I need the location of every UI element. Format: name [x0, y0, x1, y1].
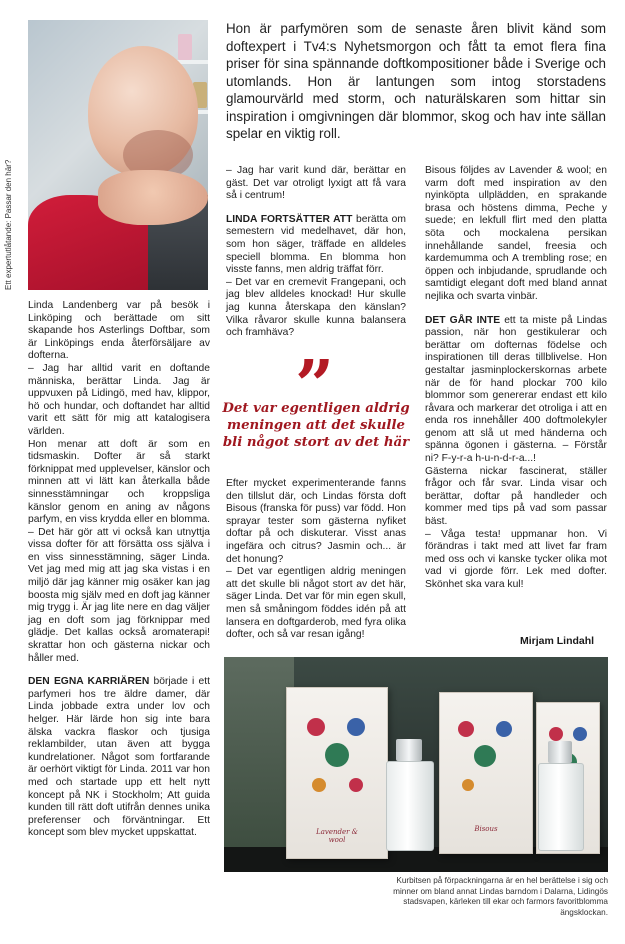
paragraph-lead: LINDA FORTSÄTTER ATT — [226, 213, 353, 225]
column-3 — [425, 165, 607, 592]
paragraph: – Det var en cremevit Frangepani, och jag blev alldeles knockad! Hur skulle jag kunna återskapa den känslan? Vilka råvaror skulle kunna balansera och framhäva? — [226, 276, 406, 339]
paragraph-text: började i ett parfymeri hos tre äldre damer, där Linda jobbade extra under lov och helger. Här lärde hon sig inte bara älska vackra flaskor och tjusiga reklambilder, utan även att bygga kundrelationer. Något som fortfarande är oerhört viktigt för Linda. 2011 var hon med och startade upp ett helt nytt koncept på NK i Stockholm; Att guida kunden till rätt doft utifrån dennes unika preferenser och förväntningar. Ett koncept som blev mycket uppskattat. — [28, 676, 210, 839]
paragraph-lead: DET GÅR INTE — [425, 314, 501, 326]
paragraph: Efter mycket experimenterande fanns den tillslut där, och Lindas första doft Bisous (franska för puss) var född. Hon sprayar tester som gästerna nyfiket doftar på och diskuterar. Visst anas ingefära och citrus? Jasmin och... är det honung? — [226, 478, 406, 565]
box-label: Bisous — [474, 825, 498, 833]
flower-motif-icon — [307, 718, 325, 736]
paragraph-text: berätta om semestern vid medelhavet, där hon, som hon säger, träffade en alldeles speciell blomma. En blomma hon visste fanns, men aldrig träffat förr. — [226, 213, 406, 276]
flower-motif-icon — [312, 778, 326, 792]
flower-motif-icon — [458, 721, 474, 737]
paragraph: Gästerna nickar fascinerat, ställer frågor och får svar. Linda visar och berättar, doftar på handleder och kommer med tips på vad som passar bäst. — [425, 465, 607, 528]
box-label: Lavender & wool — [316, 828, 358, 844]
paragraph-lead: DEN EGNA KARRIÄREN — [28, 676, 150, 688]
paragraph: Bisous följdes av Lavender & wool; en varm doft med inspiration av den nyinköpta ullplädden, en sprakande brasa och höstens dimma, Peche y suede; en lekfull flirt med den platta söta och mockalena persikan innehållande sandel, freesia och kardemumma och A trembling rose; en öppen och inbjudande, sprudlande och samtidigt elegant doft med bland annat nejlika och svarta vinbär. — [425, 165, 607, 302]
intro-paragraph: Hon är parfymören som de senaste åren blivit känd som doftexpert i Tv4:s Nyhetsmorgon och fått ta emot flera fina priser för sina spännande doftkompositioner både i Sverige och utomlands. Hon är lantungen som intog storstadens glamourvärld med storm, och naturälskaren som hittar sin inspiration i omgivningen där blommor, skog och hav inte sällan spelar en viktig roll. — [226, 21, 606, 141]
paragraph: – Jag har varit kund där, berättar en gäst. Det var otroligt lyxigt att få vara så i centrum! — [226, 165, 406, 202]
flower-motif-icon — [347, 718, 365, 736]
flower-motif-icon — [462, 779, 474, 791]
paragraph — [425, 315, 607, 466]
photo-bottom-caption: Kurbitsen på förpackningarna är en hel berättelse i sig och minner om bland annat Lindas barndom i Dalarna, Lidingös stadsvapen, kärleken till ekar och farmors favoritblomma ängsklockan. — [393, 876, 608, 917]
flower-motif-icon — [325, 743, 349, 767]
hand — [98, 170, 208, 225]
paragraph: – Det var egentligen aldrig meningen att det skulle bli något stort av det här, säger Linda. Det var för min egen skull, men så småningom föddes idén på att lansera en doftgarderob, med fyra olika dofter, och så var resan igång! — [226, 566, 406, 641]
flower-motif-icon — [496, 721, 512, 737]
photo-top-caption: Ett expertutlåtande: Passar den här? — [4, 159, 13, 290]
bottle-cap — [548, 741, 572, 763]
flower-motif-icon — [573, 727, 587, 741]
perfume-bottle — [386, 761, 434, 851]
paragraph: – Jag har alltid varit en doftande människa, berättar Linda. Jag är uppvuxen på Lidingö, med hav, klippor, hö och hundar, och doftandet har alltid varit ett sätt för mig att katalogisera världen. — [28, 362, 210, 437]
column-2-lower — [226, 478, 406, 642]
portrait-photo — [28, 20, 208, 290]
perfume-box — [286, 687, 388, 859]
column-2 — [226, 165, 406, 340]
author-signature: Mirjam Lindahl — [520, 635, 595, 647]
column-1 — [28, 300, 210, 840]
quote-mark-icon: ” — [295, 346, 331, 426]
paragraph-text: ett ta miste på Lindas passion, när hon gestikulerar och berättar om dofternas födelse och inspirationen till deras tillblivelse. Hon gestaltar jasminplockerskornas arbete när de för hand plockar 700 kilo blommor som genererar endast ett kilo råvara och markerar det otroliga i att en enda ros innehåller 400 doftmolekyler genom att slå ut med händerna och spänna ögonen i gästerna. – Förstår ni? F-y-r-a h-u-n-d-r-a...! — [425, 314, 607, 465]
paragraph: Linda Landenberg var på besök i Linköping och berättade om sitt skapande hos Asterlings Doftbar, som är Linköpings enda återförsäljare av dofterna. — [28, 300, 210, 362]
paragraph: Hon menar att doft är som en tidsmaskin. Dofter är så starkt förknippat med upplevelser, känslor och minnen att vi lätt kan återkalla både sinnesstämningar och kroppsliga känslor genom en aning av någons parfym, en viss krydda eller en blomma. — [28, 438, 210, 526]
flower-motif-icon — [549, 727, 563, 741]
paragraph: – Det här gör att vi också kan utnyttja vissa dofter för att försätta oss själva i en viss sinnesstämning, säger Linda. Vet jag med mig att jag ska vistas i en miljö där jag känner mig osäker kan jag boosta mig själv med en doft jag känner mig trygg i. Är jag lite nere en dag väljer jag en doft som jag förknippar med glädje. Det kallas också aromaterapi! skrattar hon och gästerna nickar och håller med. — [28, 526, 211, 664]
pull-quote: Det var egentligen aldrig meningen att det skulle bli något stort av det här — [222, 401, 410, 450]
perfume-bottle — [538, 763, 584, 851]
bottle-cap — [396, 739, 422, 761]
paragraph: – Våga testa! uppmanar hon. Vi förändras i takt med att livet far fram med oss och vi kanske tycker olika mot vad vi gjorde förr. Lek med dofter. Skönhet ska vara kul! — [425, 528, 607, 590]
paragraph — [226, 214, 406, 277]
perfume-bottle — [178, 34, 192, 60]
paragraph — [28, 676, 210, 840]
background-foliage — [224, 657, 294, 872]
product-photo — [224, 657, 608, 872]
perfume-box — [439, 692, 533, 854]
flower-motif-icon — [349, 778, 363, 792]
flower-motif-icon — [474, 745, 496, 767]
